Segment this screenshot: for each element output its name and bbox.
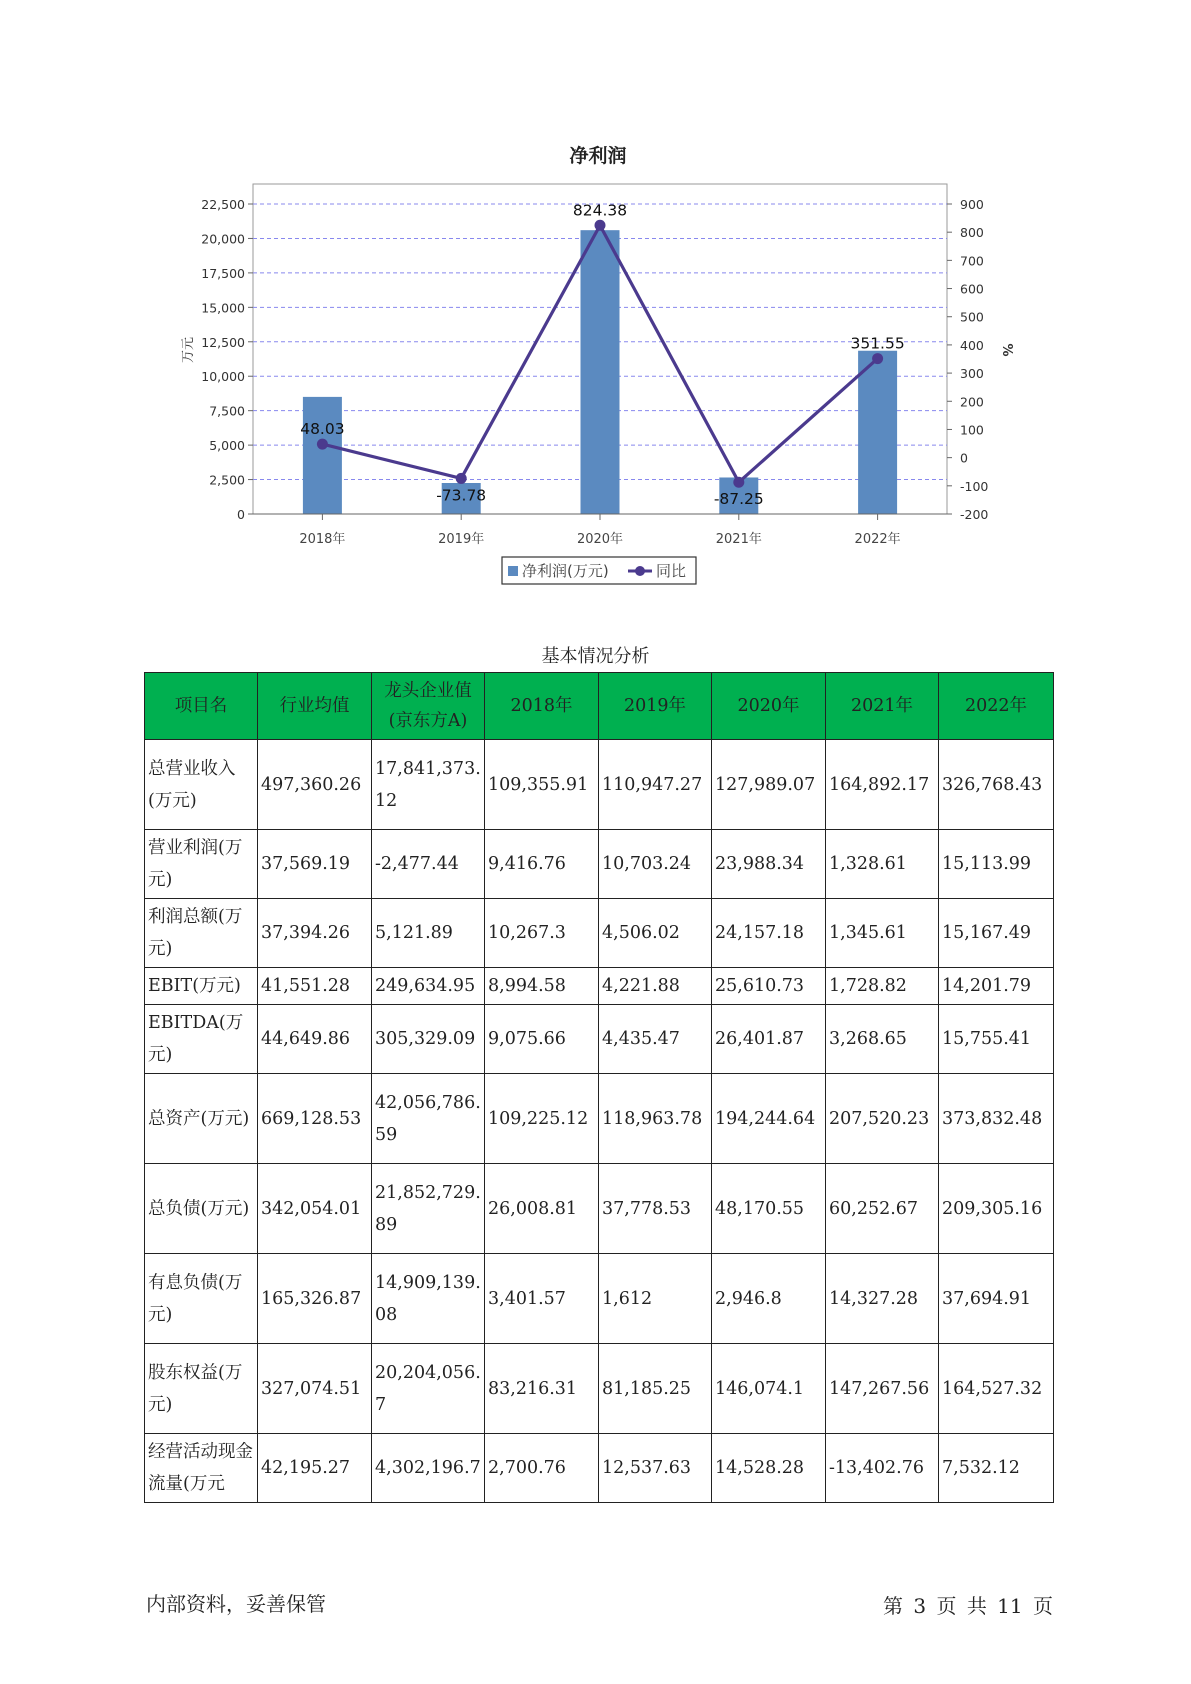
table-cell: 4,221.88 bbox=[599, 968, 712, 1005]
yoy-marker bbox=[456, 473, 467, 484]
table-cell: 146,074.1 bbox=[712, 1344, 826, 1434]
row-label: 总资产(万元) bbox=[145, 1074, 258, 1164]
x-tick-label: 2022年 bbox=[854, 532, 901, 547]
table-cell: 37,694.91 bbox=[939, 1254, 1054, 1344]
table-cell: 669,128.53 bbox=[258, 1074, 372, 1164]
table-cell: 1,328.61 bbox=[826, 830, 939, 899]
chart-title: 净利润 bbox=[569, 145, 627, 167]
right-tick-label: 900 bbox=[960, 197, 984, 212]
table-header-cell: 2022年 bbox=[939, 673, 1054, 740]
table-cell: 37,569.19 bbox=[258, 830, 372, 899]
table-row bbox=[145, 1344, 1054, 1434]
table-cell: 207,520.23 bbox=[826, 1074, 939, 1164]
left-tick-label: 20,000 bbox=[201, 231, 245, 247]
left-tick-label: 15,000 bbox=[201, 300, 245, 316]
yoy-marker bbox=[317, 439, 328, 450]
basic-analysis-table bbox=[144, 672, 1054, 1503]
right-tick-label: 700 bbox=[960, 253, 984, 269]
right-tick-label: 200 bbox=[960, 394, 984, 410]
table-cell: 48,170.55 bbox=[712, 1164, 826, 1254]
yoy-marker bbox=[872, 353, 883, 364]
y-axis-right-label: % bbox=[999, 343, 1014, 357]
table-cell: 4,435.47 bbox=[599, 1005, 712, 1074]
table-cell: 8,994.58 bbox=[485, 968, 599, 1005]
legend-bar-swatch bbox=[508, 566, 518, 576]
table-row bbox=[145, 899, 1054, 968]
yoy-data-label: -87.25 bbox=[713, 490, 764, 509]
table-cell: 37,394.26 bbox=[258, 899, 372, 968]
table-cell: 249,634.95 bbox=[372, 968, 485, 1005]
net-profit-bar bbox=[581, 230, 620, 514]
table-cell: 23,988.34 bbox=[712, 830, 826, 899]
right-tick-label: 300 bbox=[960, 366, 984, 382]
left-axis bbox=[201, 197, 253, 522]
table-row bbox=[145, 1074, 1054, 1164]
table-row bbox=[145, 740, 1054, 830]
table-cell: 1,345.61 bbox=[826, 899, 939, 968]
row-label: 股东权益(万元) bbox=[145, 1344, 258, 1434]
footer-confidential-note: 内部资料，妥善保管 bbox=[146, 1592, 326, 1616]
table-cell: 15,167.49 bbox=[939, 899, 1054, 968]
x-tick-label: 2019年 bbox=[438, 532, 485, 547]
y-axis-label: 万元 bbox=[181, 336, 196, 364]
row-label: EBITDA(万元) bbox=[145, 1005, 258, 1074]
table-cell: 42,195.27 bbox=[258, 1434, 372, 1503]
table-cell: 305,329.09 bbox=[372, 1005, 485, 1074]
table-header-cell: 2021年 bbox=[826, 673, 939, 740]
footer-page-number: 第 3 页 共 11 页 bbox=[883, 1594, 1053, 1618]
left-tick-label: 7,500 bbox=[209, 403, 245, 419]
table-row bbox=[145, 968, 1054, 1005]
net-profit-bar bbox=[303, 397, 342, 514]
legend bbox=[502, 557, 696, 584]
table-cell: 10,703.24 bbox=[599, 830, 712, 899]
table-cell: 9,075.66 bbox=[485, 1005, 599, 1074]
table-cell: 25,610.73 bbox=[712, 968, 826, 1005]
table-cell: 41,551.28 bbox=[258, 968, 372, 1005]
table-cell: 209,305.16 bbox=[939, 1164, 1054, 1254]
table-cell: -2,477.44 bbox=[372, 830, 485, 899]
x-tick-label: 2018年 bbox=[299, 532, 346, 547]
table-cell: 373,832.48 bbox=[939, 1074, 1054, 1164]
legend-bar-label: 净利润(万元) bbox=[522, 562, 609, 580]
table-cell: 7,532.12 bbox=[939, 1434, 1054, 1503]
table-cell: 2,700.76 bbox=[485, 1434, 599, 1503]
table-cell: 26,008.81 bbox=[485, 1164, 599, 1254]
table-cell: 3,268.65 bbox=[826, 1005, 939, 1074]
table-cell: 4,506.02 bbox=[599, 899, 712, 968]
yoy-data-label: 48.03 bbox=[300, 420, 345, 439]
table-cell: 37,778.53 bbox=[599, 1164, 712, 1254]
table-cell: 110,947.27 bbox=[599, 740, 712, 830]
table-cell: 17,841,373.12 bbox=[372, 740, 485, 830]
table-cell: 497,360.26 bbox=[258, 740, 372, 830]
table-cell: 118,963.78 bbox=[599, 1074, 712, 1164]
row-label: 利润总额(万元) bbox=[145, 899, 258, 968]
table-cell: 14,201.79 bbox=[939, 968, 1054, 1005]
table-cell: 81,185.25 bbox=[599, 1344, 712, 1434]
table-cell: 2,946.8 bbox=[712, 1254, 826, 1344]
x-tick-label: 2021年 bbox=[715, 532, 762, 547]
table-row bbox=[145, 1434, 1054, 1503]
right-tick-label: 100 bbox=[960, 422, 984, 438]
table-cell: 44,649.86 bbox=[258, 1005, 372, 1074]
right-tick-label: -100 bbox=[960, 478, 989, 494]
yoy-marker bbox=[595, 220, 606, 231]
table-cell: 127,989.07 bbox=[712, 740, 826, 830]
right-tick-label: 400 bbox=[960, 337, 984, 353]
yoy-data-label: 824.38 bbox=[572, 201, 628, 220]
table-cell: 15,755.41 bbox=[939, 1005, 1054, 1074]
left-tick-label: 5,000 bbox=[209, 438, 245, 454]
row-label: 营业利润(万元) bbox=[145, 830, 258, 899]
row-label: EBIT(万元) bbox=[145, 968, 258, 1005]
row-label: 总负债(万元) bbox=[145, 1164, 258, 1254]
table-cell: 4,302,196.7 bbox=[372, 1434, 485, 1503]
table-cell: 21,852,729.89 bbox=[372, 1164, 485, 1254]
left-tick-label: 12,500 bbox=[201, 334, 245, 350]
table-row bbox=[145, 1254, 1054, 1344]
table-cell: 15,113.99 bbox=[939, 830, 1054, 899]
table-cell: 20,204,056.7 bbox=[372, 1344, 485, 1434]
table-body bbox=[145, 740, 1054, 1503]
table-cell: 24,157.18 bbox=[712, 899, 826, 968]
legend-line-label: 同比 bbox=[656, 562, 687, 580]
table-row bbox=[145, 830, 1054, 899]
table-cell: 10,267.3 bbox=[485, 899, 599, 968]
table-cell: 342,054.01 bbox=[258, 1164, 372, 1254]
left-tick-label: 2,500 bbox=[209, 472, 245, 488]
x-tick-label: 2020年 bbox=[576, 532, 624, 547]
table-cell: -13,402.76 bbox=[826, 1434, 939, 1503]
table-cell: 147,267.56 bbox=[826, 1344, 939, 1434]
legend-line-marker bbox=[635, 566, 645, 576]
table-header-cell: 2020年 bbox=[712, 673, 826, 740]
right-tick-label: 0 bbox=[960, 450, 968, 466]
left-tick-label: 22,500 bbox=[201, 197, 245, 212]
table-cell: 12,537.63 bbox=[599, 1434, 712, 1503]
net-profit-bar bbox=[858, 351, 897, 514]
table-cell: 9,416.76 bbox=[485, 830, 599, 899]
table-cell: 42,056,786.59 bbox=[372, 1074, 485, 1164]
chart-svg bbox=[0, 0, 1191, 600]
table-cell: 14,327.28 bbox=[826, 1254, 939, 1344]
table-cell: 165,326.87 bbox=[258, 1254, 372, 1344]
table-cell: 60,252.67 bbox=[826, 1164, 939, 1254]
row-label: 有息负债(万元) bbox=[145, 1254, 258, 1344]
x-axis bbox=[253, 514, 947, 547]
table-row bbox=[145, 1005, 1054, 1074]
table-cell: 327,074.51 bbox=[258, 1344, 372, 1434]
yoy-data-label: 351.55 bbox=[850, 334, 905, 353]
table-cell: 164,892.17 bbox=[826, 740, 939, 830]
table-header-cell: 2019年 bbox=[599, 673, 712, 740]
right-tick-label: 600 bbox=[960, 281, 984, 297]
row-label: 经营活动现金流量(万元 bbox=[145, 1434, 258, 1503]
table-cell: 3,401.57 bbox=[485, 1254, 599, 1344]
table-cell: 1,612 bbox=[599, 1254, 712, 1344]
row-label: 总营业收入(万元) bbox=[145, 740, 258, 830]
table-cell: 109,355.91 bbox=[485, 740, 599, 830]
table-title: 基本情况分析 bbox=[541, 646, 650, 667]
right-tick-label: 500 bbox=[960, 309, 984, 325]
left-tick-label: 17,500 bbox=[201, 265, 245, 281]
left-tick-label: 10,000 bbox=[201, 369, 245, 385]
table-cell: 5,121.89 bbox=[372, 899, 485, 968]
table-cell: 14,909,139.08 bbox=[372, 1254, 485, 1344]
table-cell: 14,528.28 bbox=[712, 1434, 826, 1503]
table-cell: 26,401.87 bbox=[712, 1005, 826, 1074]
table-header-cell: 2018年 bbox=[485, 673, 599, 740]
table-header-cell: 龙头企业值(京东方A) bbox=[372, 673, 485, 740]
right-tick-label: 800 bbox=[960, 225, 984, 241]
right-axis bbox=[947, 197, 988, 522]
table-cell: 83,216.31 bbox=[485, 1344, 599, 1434]
table-header-row bbox=[145, 673, 1054, 740]
table-cell: 164,527.32 bbox=[939, 1344, 1054, 1434]
table-cell: 109,225.12 bbox=[485, 1074, 599, 1164]
table-cell: 194,244.64 bbox=[712, 1074, 826, 1164]
table-header-cell: 行业均值 bbox=[258, 673, 372, 740]
table-row bbox=[145, 1164, 1054, 1254]
left-tick-label: 0 bbox=[237, 507, 245, 522]
yoy-data-label: -73.78 bbox=[436, 486, 487, 505]
table-cell: 1,728.82 bbox=[826, 968, 939, 1005]
table-cell: 326,768.43 bbox=[939, 740, 1054, 830]
net-profit-chart bbox=[0, 0, 1191, 600]
yoy-marker bbox=[733, 477, 744, 488]
right-tick-label: -200 bbox=[960, 507, 989, 522]
table-header-cell: 项目名 bbox=[145, 673, 258, 740]
